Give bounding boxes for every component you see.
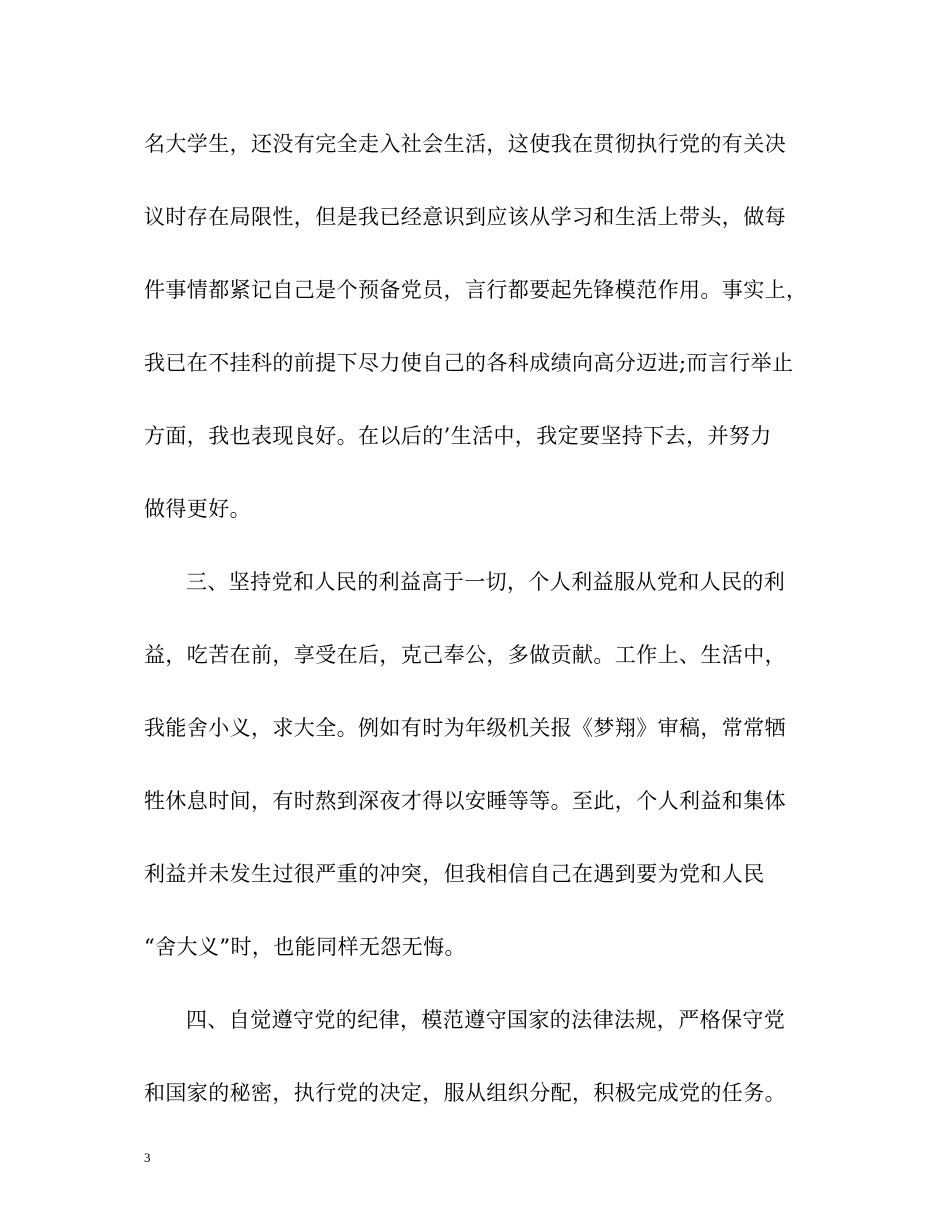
page-number: 3: [144, 1150, 151, 1165]
text-line: 名大学生，还没有完全走入社会生活，这使我在贯彻执行党的有关决: [144, 132, 786, 156]
text-line: 益，吃苦在前，享受在后，克己奉公，多做贡献。工作上、生活中，: [144, 643, 786, 667]
text-line: 做得更好。: [144, 497, 251, 521]
text-line: 议时存在局限性，但是我已经意识到应该从学习和生活上带头，做每: [144, 205, 786, 229]
text-line: “舍大义”时，也能同样无怨无悔。: [144, 935, 466, 959]
text-line: 牲休息时间，有时熬到深夜才得以安睡等等。至此，个人利益和集体: [144, 789, 786, 813]
paragraph-first-line: 四、自觉遵守党的纪律，模范遵守国家的法律法规，严格保守党: [186, 1008, 786, 1032]
text-line: 利益并未发生过很严重的冲突，但我相信自己在遇到要为党和人民: [144, 862, 765, 886]
text-line: 我能舍小义，求大全。例如有时为年级机关报《梦翔》审稿，常常牺: [144, 716, 786, 740]
text-line: 方面，我也表现良好。在以后的’生活中，我定要坚持下去，并努力: [144, 424, 772, 448]
text-line: 和国家的秘密，执行党的决定，服从组织分配，积极完成党的任务。: [144, 1081, 786, 1105]
text-line: 我已在不挂科的前提下尽力使自己的各科成绩向高分迈进;而言行举止: [144, 351, 794, 375]
text-line: 件事情都紧记自己是个预备党员，言行都要起先锋模范作用。事实上，: [144, 278, 808, 302]
paragraph-first-line: 三、坚持党和人民的利益高于一切，个人利益服从党和人民的利: [186, 570, 786, 594]
